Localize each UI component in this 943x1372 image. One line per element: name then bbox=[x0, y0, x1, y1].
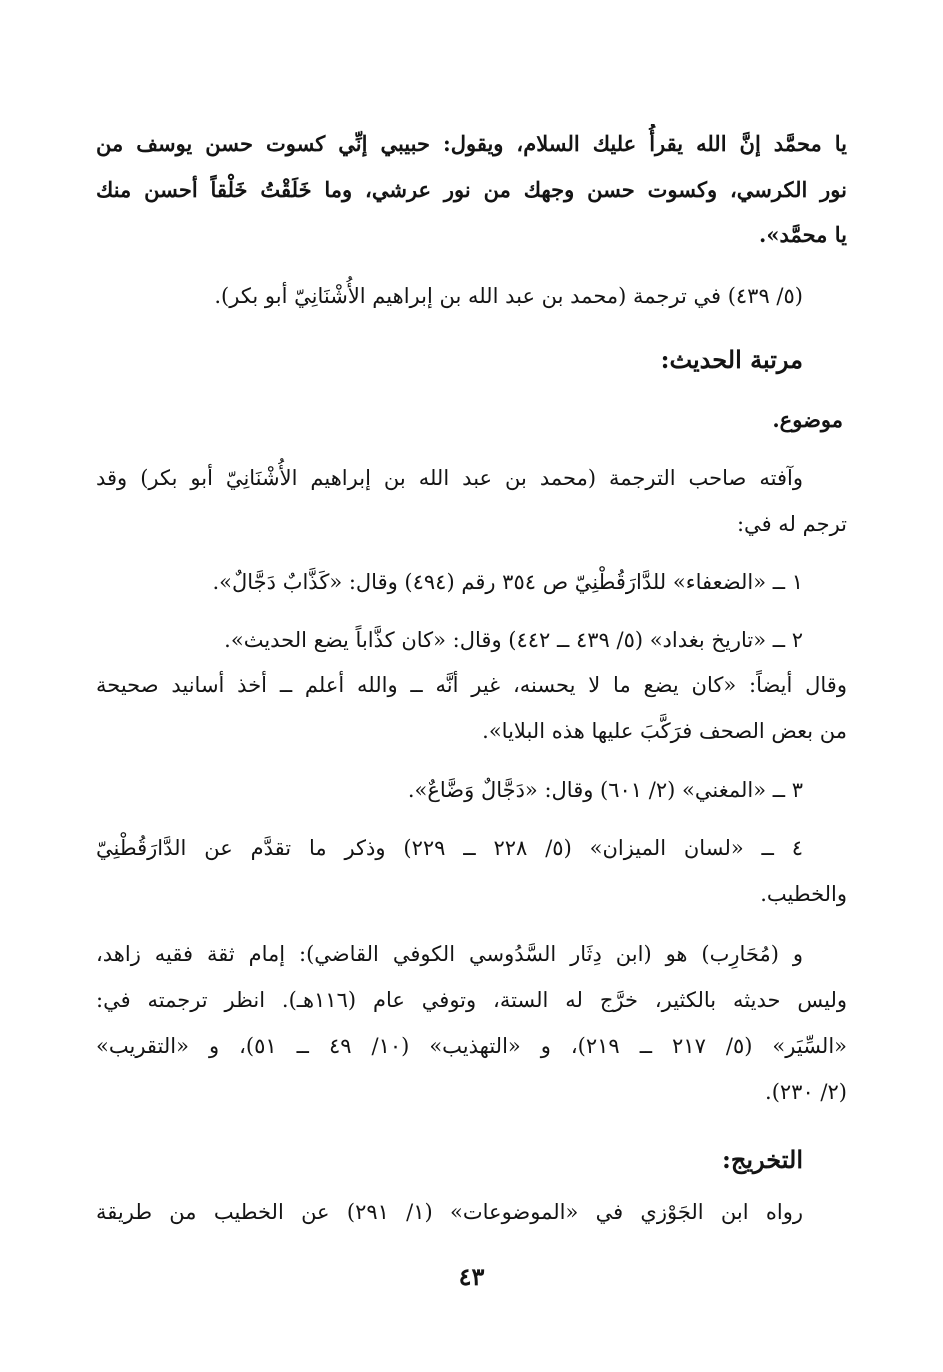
hadith-text-line-3: يا محمَّد». bbox=[759, 222, 847, 247]
page-number: ٤٣ bbox=[458, 1262, 485, 1291]
hadith-text-line-2: نور الكرسي، وكسوت حسن وجهك من نور عرشي، وما خَلَقْتُ خَلْقاً أحسن منك bbox=[96, 177, 847, 202]
reference-item-1: ١ ــ «الضعفاء» للدَّارَقُطْنِيّ ص ٣٥٤ رقم (٤٩٤) وقال: «كَذَّابٌ دَجَّالٌ». bbox=[212, 570, 803, 594]
reference-item-2-line-2: وقال أيضاً: «كان يضع ما لا يحسنه، غير أنَّه ــ والله أعلم ــ أخذ أسانيد صحيحة bbox=[96, 673, 847, 697]
narrator-paragraph-line-2: وليس حديثه بالكثير، خرَّج له الستة، وتوفي عام (١١٦هـ). انظر ترجمته في: bbox=[96, 988, 847, 1012]
reference-item-2-line-3: من بعض الصحف فرَكَّبَ عليها هذه البلايا». bbox=[482, 719, 847, 743]
reference-item-4-line-2: والخطيب. bbox=[760, 882, 847, 906]
takhrij-text-line-1: رواه ابن الجَوْزي في «الموضوعات» (١/ ٢٩١) عن الخطيب من طريقة bbox=[96, 1200, 803, 1224]
defect-paragraph-line-1: وآفته صاحب الترجمة (محمد بن عبد الله بن إبراهيم الأُشْنَانِيّ أبو بكر) وقد bbox=[96, 466, 803, 490]
narrator-paragraph-line-1: و (مُحَارِب) هو (ابن دِثَار السَّدُوسي الكوفي القاضي): إمام ثقة فقيه زاهد، bbox=[96, 942, 803, 966]
reference-item-4-line-1: ٤ ــ «لسان الميزان» (٥/ ٢٢٨ ــ ٢٢٩) وذكر ما تقدَّم عن الدَّارَقُطْنِيّ bbox=[96, 836, 803, 860]
defect-paragraph-line-2: ترجم له في: bbox=[736, 512, 847, 536]
narrator-paragraph-line-3: «السِّيَر» (٥/ ٢١٧ ــ ٢١٩)، و «التهذيب» (١٠/ ٤٩ ــ ٥١)، و «التقريب» bbox=[96, 1034, 847, 1058]
section-heading-hadith-grade: مرتبة الحديث: bbox=[660, 345, 803, 374]
section-heading-takhrij: التخريج: bbox=[722, 1145, 803, 1174]
reference-item-2-line-1: ٢ ــ «تاريخ بغداد» (٥/ ٤٣٩ ــ ٤٤٢) وقال: «كان كذَّاباً يضع الحديث». bbox=[224, 628, 803, 652]
hadith-text-line-1: يا محمَّد إنَّ الله يقرأُ عليك السلام، ويقول: حبيبي إنِّي كسوت حسن يوسف من bbox=[96, 131, 847, 156]
narrator-paragraph-line-4: (٢/ ٢٣٠). bbox=[765, 1080, 847, 1104]
reference-item-3: ٣ ــ «المغني» (٢/ ٦٠١) وقال: «دَجَّالٌ وَضَّاعٌ». bbox=[407, 778, 803, 802]
source-reference-line: (٥/ ٤٣٩) في ترجمة (محمد بن عبد الله بن إبراهيم الأُشْنَانِيّ أبو بكر). bbox=[214, 284, 803, 308]
hadith-grade-value: موضوع. bbox=[772, 407, 843, 432]
